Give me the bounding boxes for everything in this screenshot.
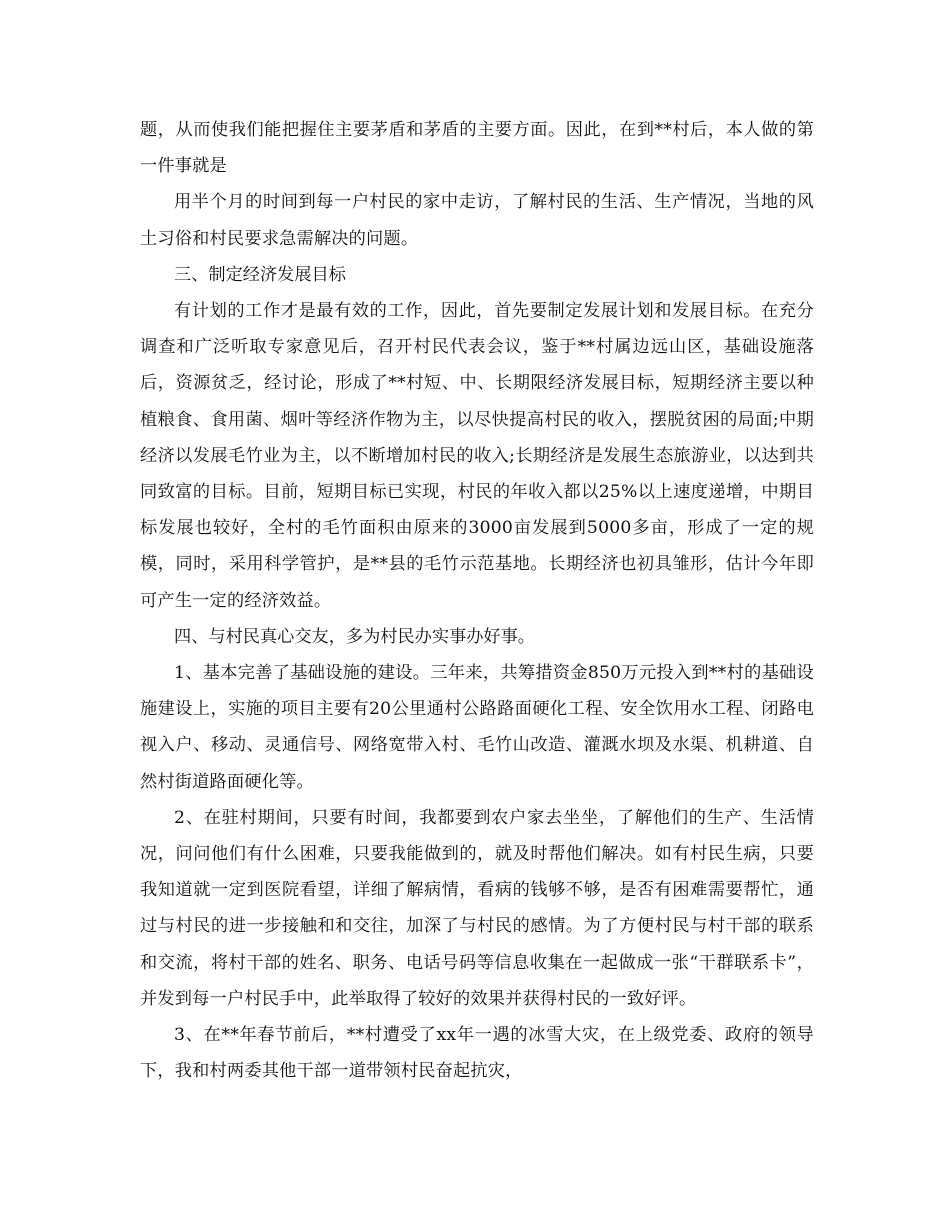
paragraph-disaster: 3、在**年春节前后，**村遭受了xx年一遇的冰雪大灾，在上级党委、政府的领导下，我和村两委其他干部一道带领村民奋起抗灾， (140, 1025, 814, 1082)
paragraph-infrastructure: 1、基本完善了基础设施的建设。三年来，共筹措资金850万元投入到**村的基础设施建设上，实施的项目主要有20公里通村公路路面硬化工程、安全饮用水工程、闭路电视入户、移动、灵通信号、网络宽带入村、毛竹山改造、灌溉水坝及水渠、机耕道、自然村街道路面硬化等。 (140, 663, 814, 792)
paragraph-continuation: 题，从而使我们能把握住主要茅盾和茅盾的主要方面。因此，在到**村后，本人做的第一件事就是 (140, 120, 814, 177)
document-body (140, 112, 814, 1089)
section-heading-friendship: 四、与村民真心交友，多为村民办实事办好事。 (174, 626, 535, 647)
section-heading-economic-goals: 三、制定经济发展目标 (174, 264, 346, 285)
paragraph-economic-plan: 有计划的工作才是最有效的工作，因此，首先要制定发展计划和发展目标。在充分调查和广泛听取专家意见后，召开村民代表会议，鉴于**村属边远山区，基础设施落后，资源贫乏，经讨论，形成了**村短、中、长期限经济发展目标，短期经济主要以种植粮食、食用菌、烟叶等经济作物为主，以尽快提高村民的收入，摆脱贫困的局面;中期经济以发展毛竹业为主，以不断增加村民的收入;长期经济是发展生态旅游业，以达到共同致富的目标。目前，短期目标已实现，村民的年收入都以25%以上速度递增，中期目标发展也较好，全村的毛竹面积由原来的3000亩发展到5000多亩，形成了一定的规模，同时，采用科学管护，是**县的毛竹示范基地。长期经济也初具雏形，估计今年即可产生一定的经济效益。 (140, 301, 814, 611)
paragraph-visit: 用半个月的时间到每一户村民的家中走访，了解村民的生活、生产情况，当地的风土习俗和村民要求急需解决的问题。 (140, 192, 814, 249)
paragraph-village-visits: 2、在驻村期间，只要有时间，我都要到农户家去坐坐，了解他们的生产、生活情况，问问他们有什么困难，只要我能做到的，就及时帮他们解决。如有村民生病，只要我知道就一定到医院看望，详细了解病情，看病的钱够不够，是否有困难需要帮忙，通过与村民的进一步接触和和交往，加深了与村民的感情。为了方便村民与村干部的联系和交流，将村干部的姓名、职务、电话号码等信息收集在一起做成一张“干群联系卡”，并发到每一户村民手中，此举取得了较好的效果并获得村民的一致好评。 (140, 807, 814, 1009)
